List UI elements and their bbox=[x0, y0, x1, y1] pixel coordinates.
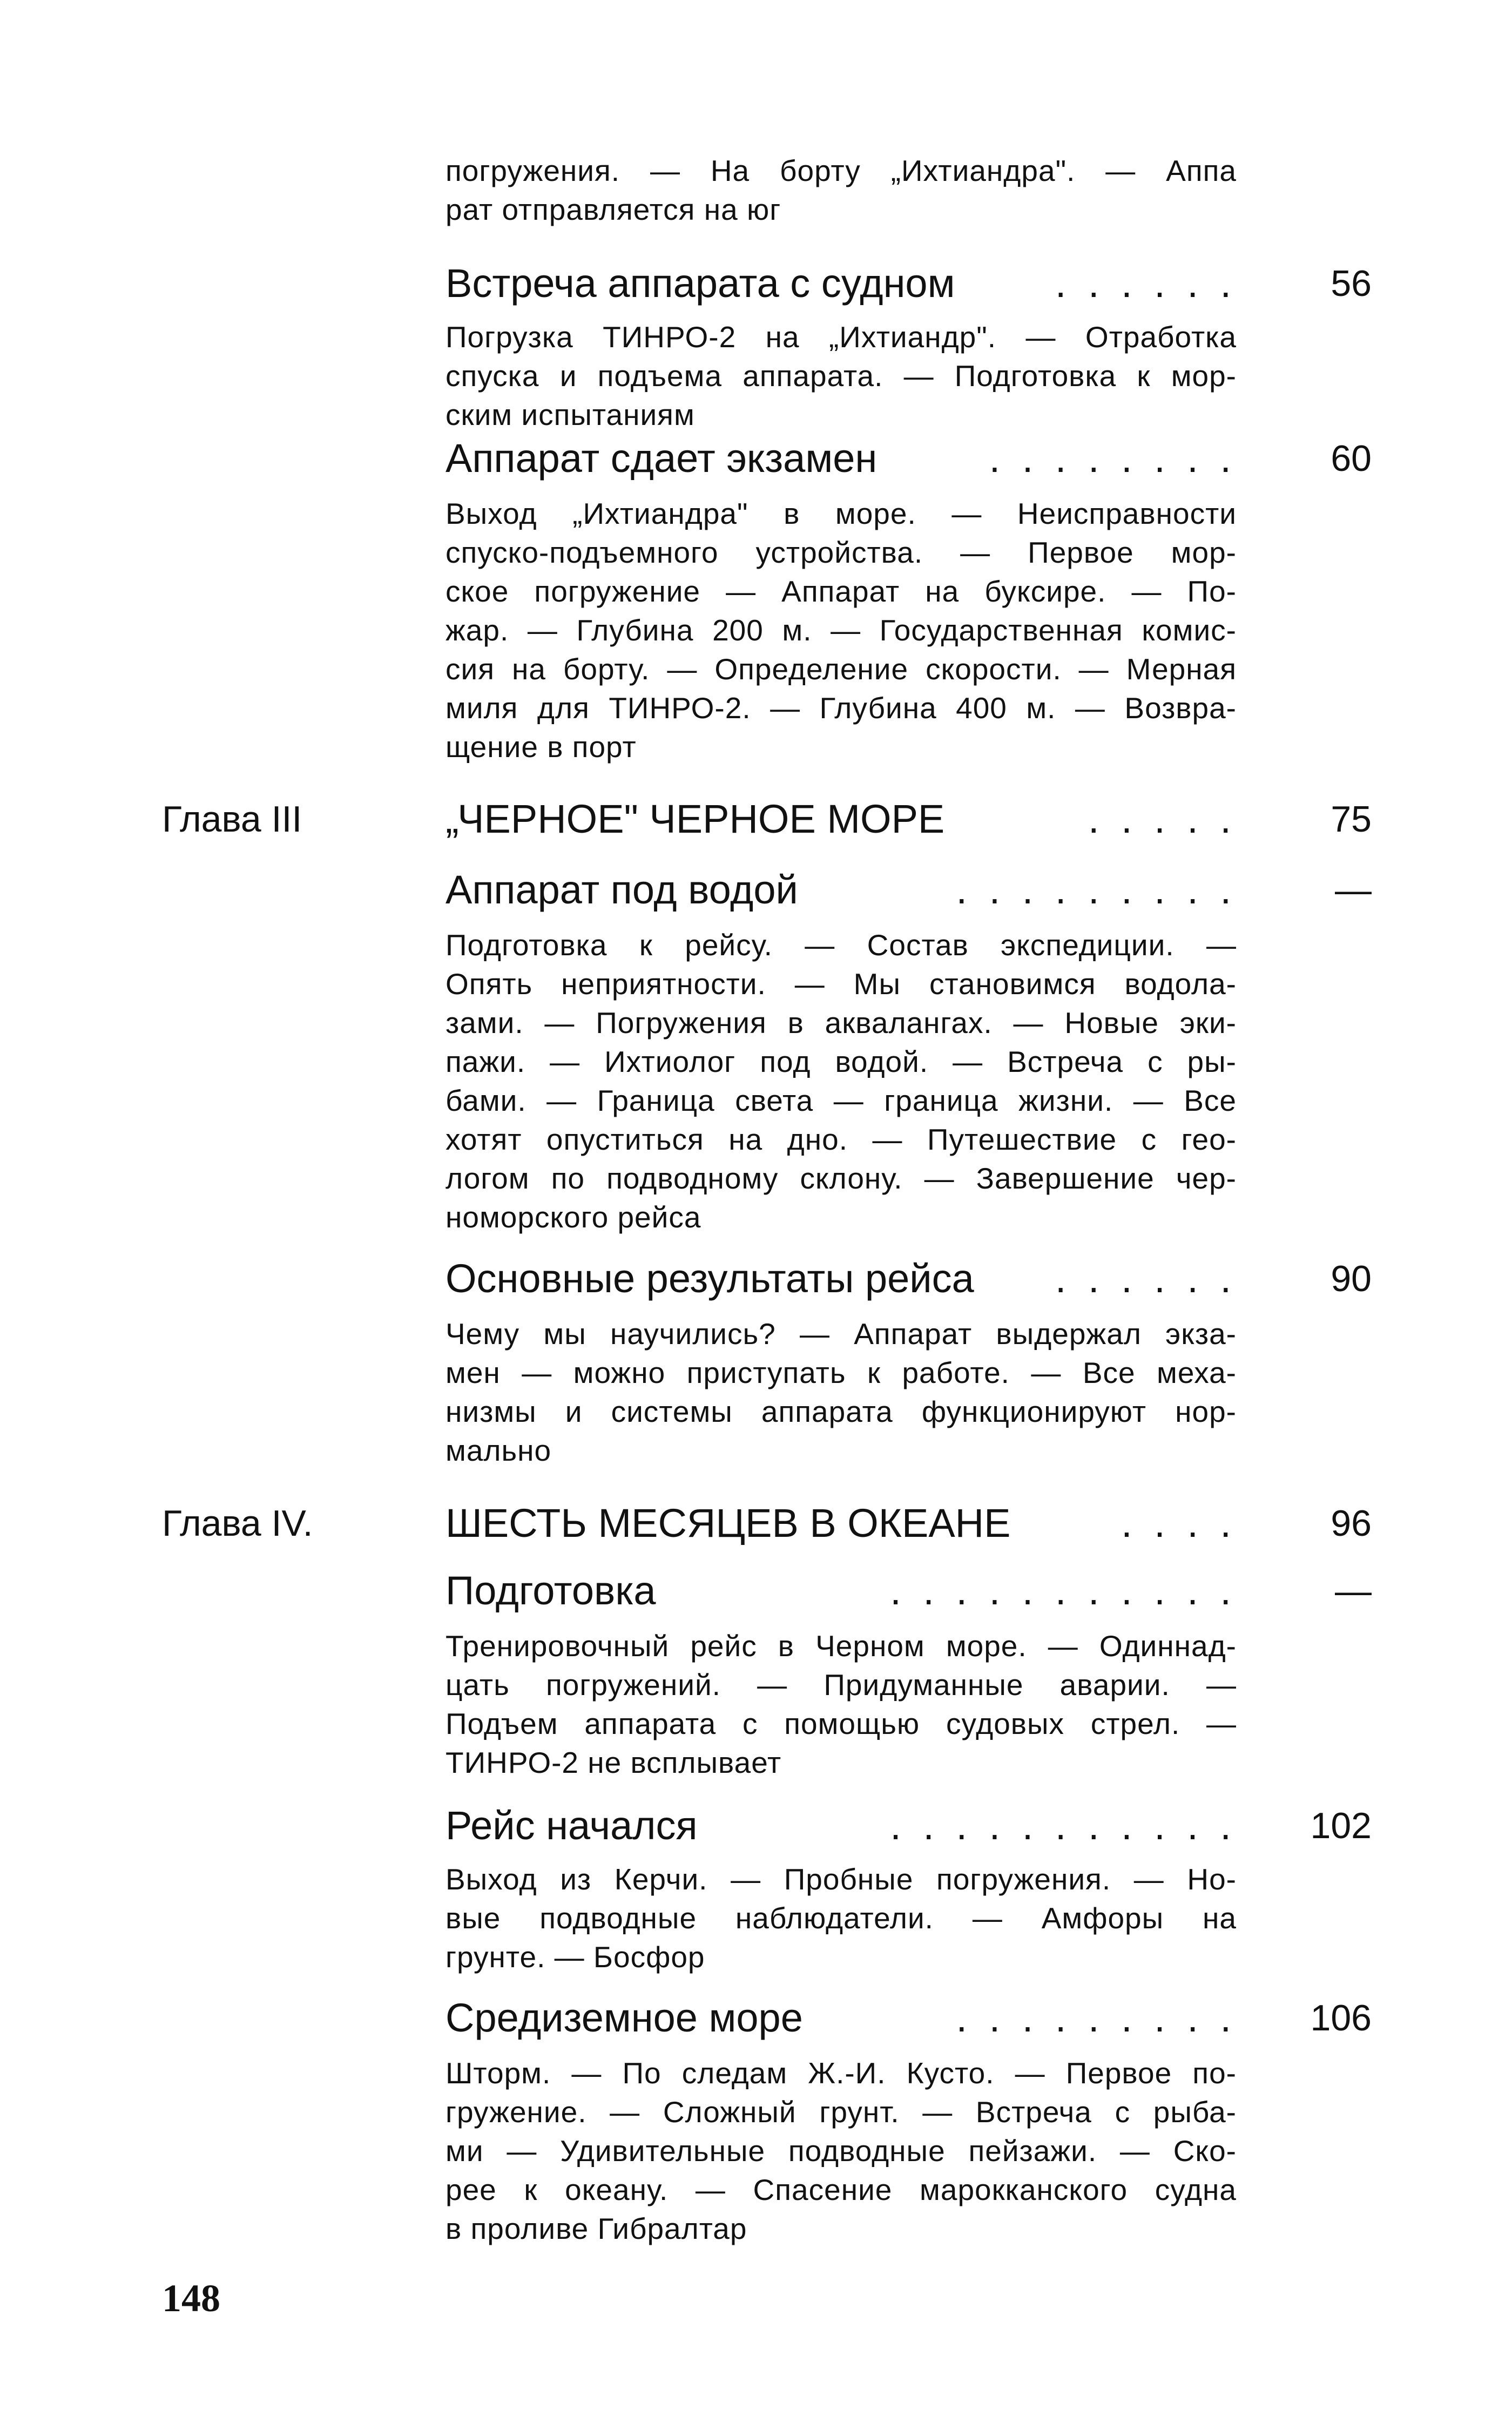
entry-description bbox=[446, 318, 1237, 434]
chapter-heading[interactable] bbox=[446, 1502, 1237, 1545]
toc-entry-heading[interactable] bbox=[446, 868, 1237, 912]
description-line: Чему мы научились? — Аппарат выдержал экза- bbox=[446, 1317, 1237, 1351]
description-line: низмы и системы аппарата функционируют нор- bbox=[446, 1395, 1237, 1428]
description-line: рат отправляется на юг bbox=[446, 193, 781, 226]
description-line: бами. — Граница света — граница жизни. — Все bbox=[446, 1084, 1237, 1117]
page-number: 75 bbox=[1331, 799, 1372, 840]
description-line: ми — Удивительные подводные пейзажи. — Ско- bbox=[446, 2134, 1237, 2168]
dot-leader: . . . . . . bbox=[1055, 261, 1237, 306]
description-line: Подготовка к рейсу. — Состав экспедиции. — bbox=[446, 928, 1237, 962]
description-line: в проливе Гибралтар bbox=[446, 2212, 747, 2245]
entry-description bbox=[446, 2054, 1237, 2248]
description-line: ским испытаниям bbox=[446, 398, 695, 431]
entry-title: Встреча аппарата с судном bbox=[446, 261, 955, 306]
entry-description bbox=[446, 151, 1237, 229]
description-line: цать погружений. — Придуманные аварии. — bbox=[446, 1668, 1237, 1702]
entry-title: Аппарат сдает экзамен bbox=[446, 436, 878, 481]
description-line: ТИНРО-2 не всплывает bbox=[446, 1746, 782, 1779]
page-number: 106 bbox=[1310, 1997, 1372, 2039]
toc-entry-heading[interactable] bbox=[446, 1996, 1237, 2040]
entry-description bbox=[446, 494, 1237, 766]
entry-title: Основные результаты рейса bbox=[446, 1256, 974, 1301]
description-line: погружения. — На борту „Ихтиандра". — Аппа bbox=[446, 154, 1237, 187]
description-line: мен — можно приступать к работе. — Все меха- bbox=[446, 1356, 1237, 1389]
description-line: Выход из Керчи. — Пробные погружения. — Но- bbox=[446, 1862, 1237, 1896]
chapter-title: „ЧЕРНОЕ" ЧЕРНОЕ МОРЕ bbox=[446, 796, 945, 841]
dot-leader: . . . . . . . . . . . bbox=[890, 1568, 1237, 1613]
description-line: гружение. — Сложный грунт. — Встреча с рыба- bbox=[446, 2095, 1237, 2129]
page-number: 102 bbox=[1310, 1805, 1372, 1846]
page-folio-number: 148 bbox=[162, 2277, 220, 2320]
description-line: спуска и подъема аппарата. — Подготовка к мор- bbox=[446, 359, 1237, 393]
dot-leader: . . . . . . . . . bbox=[956, 867, 1237, 912]
toc-entry-heading[interactable] bbox=[446, 262, 1237, 305]
chapter-heading[interactable] bbox=[446, 798, 1237, 841]
dot-leader: . . . . . . . . bbox=[989, 436, 1237, 481]
description-line: ское погружение — Аппарат на буксире. — По- bbox=[446, 575, 1237, 608]
description-line: Подъем аппарата с помощью судовых стрел. — bbox=[446, 1707, 1237, 1740]
entry-description bbox=[446, 926, 1237, 1237]
entry-description bbox=[446, 1626, 1237, 1782]
description-line: номорского рейса bbox=[446, 1200, 701, 1234]
description-line: Выход „Ихтиандра" в море. — Неисправности bbox=[446, 497, 1237, 530]
description-line: Шторм. — По следам Ж.-И. Кусто. — Первое по- bbox=[446, 2056, 1237, 2090]
description-line: вые подводные наблюдатели. — Амфоры на bbox=[446, 1901, 1237, 1935]
page-number: 96 bbox=[1331, 1503, 1372, 1544]
toc-entry-heading[interactable] bbox=[446, 437, 1237, 480]
description-line: логом по подводному склону. — Завершение чер- bbox=[446, 1162, 1237, 1195]
dot-leader: . . . . . . bbox=[1055, 1256, 1237, 1301]
description-line: спуско-подъемного устройства. — Первое мор- bbox=[446, 536, 1237, 569]
toc-entry-heading[interactable] bbox=[446, 1569, 1237, 1612]
description-line: сия на борту. — Определение скорости. — Мерная bbox=[446, 652, 1237, 686]
entry-description bbox=[446, 1860, 1237, 1976]
description-line: Опять неприятности. — Мы становимся водола- bbox=[446, 967, 1237, 1001]
page-number: 90 bbox=[1331, 1258, 1372, 1299]
chapter-label: Глава III bbox=[162, 799, 302, 840]
description-line: грунте. — Босфор bbox=[446, 1940, 705, 1974]
description-line: зами. — Погружения в аквалангах. — Новые эки- bbox=[446, 1006, 1237, 1040]
description-line: щение в порт bbox=[446, 730, 637, 764]
description-line: жар. — Глубина 200 м. — Государственная комис- bbox=[446, 613, 1237, 647]
description-line: Тренировочный рейс в Черном море. — Одиннад- bbox=[446, 1629, 1237, 1663]
toc-entry-heading[interactable] bbox=[446, 1804, 1237, 1847]
entry-description bbox=[446, 1314, 1237, 1470]
page-number: — bbox=[1335, 869, 1372, 910]
entry-title: Средиземное море bbox=[446, 1995, 803, 2040]
entry-title: Рейс начался bbox=[446, 1803, 698, 1848]
page-number: 60 bbox=[1331, 438, 1372, 479]
entry-title: Подготовка bbox=[446, 1568, 656, 1613]
description-line: Погрузка ТИНРО-2 на „Ихтиандр". — Отработка bbox=[446, 320, 1237, 354]
toc-entry-heading[interactable] bbox=[446, 1257, 1237, 1300]
page-number: — bbox=[1335, 1570, 1372, 1611]
description-line: пажи. — Ихтиолог под водой. — Встреча с ры- bbox=[446, 1045, 1237, 1078]
dot-leader: . . . . . . . . . bbox=[956, 1995, 1237, 2040]
entry-title: Аппарат под водой bbox=[446, 867, 798, 912]
dot-leader: . . . . bbox=[1121, 1501, 1237, 1545]
page-number: 56 bbox=[1331, 263, 1372, 304]
description-line: мально bbox=[446, 1434, 552, 1467]
description-line: рее к океану. — Спасение марокканского судна bbox=[446, 2173, 1237, 2206]
dot-leader: . . . . . bbox=[1088, 796, 1237, 841]
description-line: хотят опуститься на дно. — Путешествие с гео- bbox=[446, 1123, 1237, 1156]
chapter-label: Глава IV. bbox=[162, 1503, 313, 1544]
dot-leader: . . . . . . . . . . . bbox=[890, 1803, 1237, 1848]
description-line: миля для ТИНРО-2. — Глубина 400 м. — Возвра- bbox=[446, 691, 1237, 725]
chapter-title: ШЕСТЬ МЕСЯЦЕВ В ОКЕАНЕ bbox=[446, 1501, 1011, 1545]
